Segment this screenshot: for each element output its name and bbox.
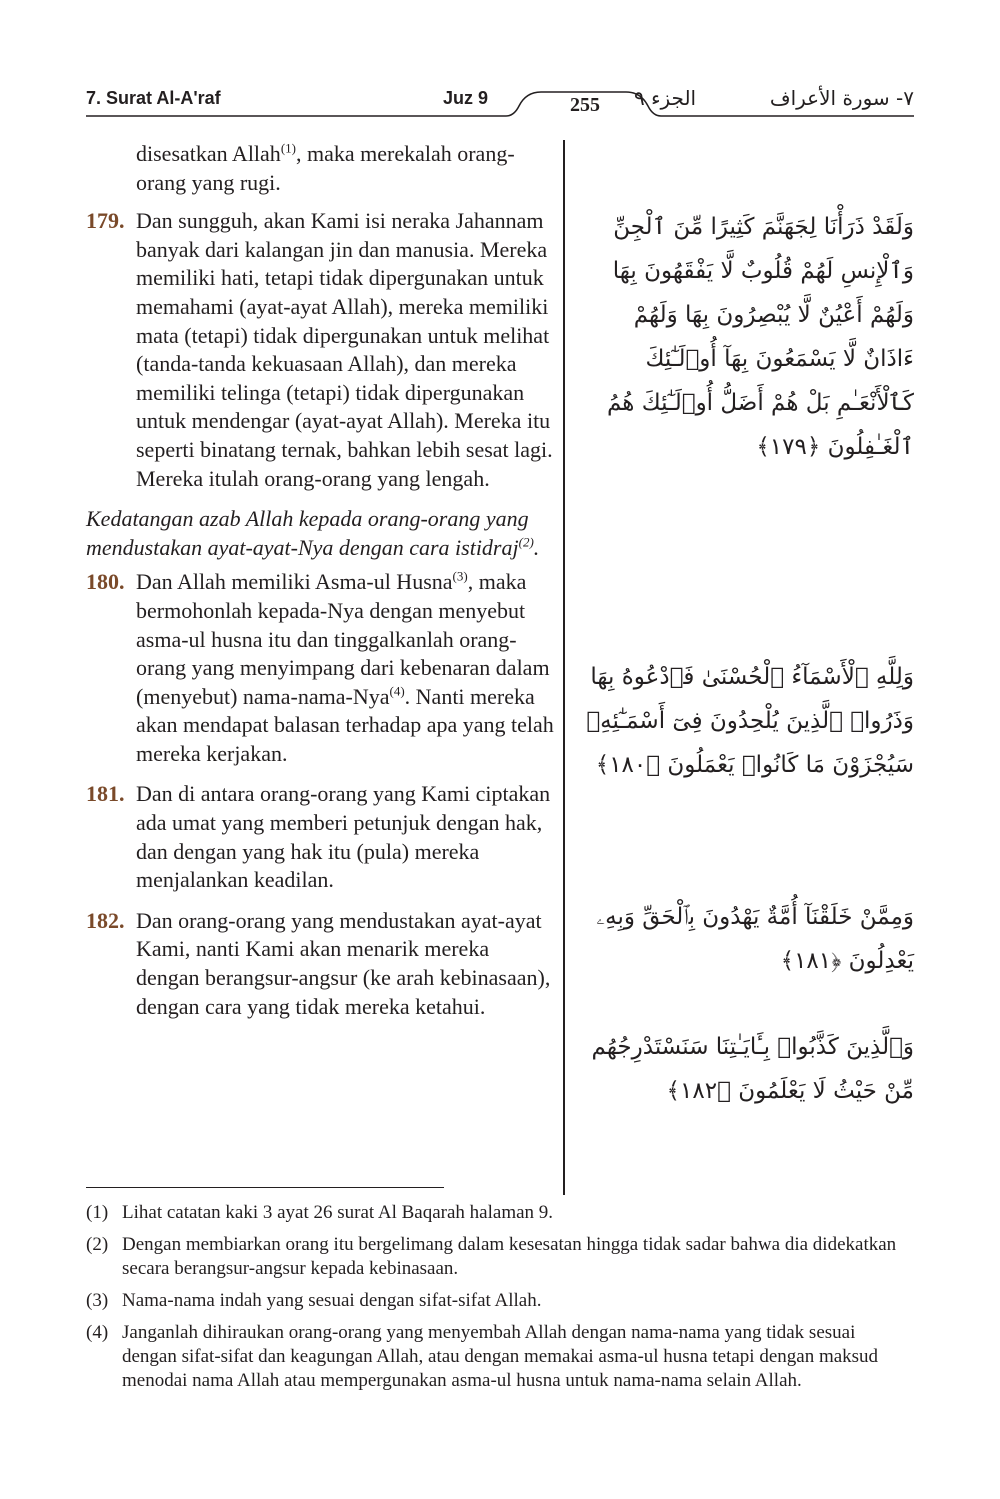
arabic-verse-181: وَمِمَّنْ خَلَقْنَآ أُمَّةٌ يَهْدُونَ بِٱلْحَقِّ وَبِهِۦ يَعْدِلُونَ ﴿١٨١﴾	[596, 904, 914, 974]
verse-180	[86, 568, 558, 768]
footnote-text: Janganlah dihiraukan orang-orang yang menyembah Allah dengan nama-nama yang tidak sesuai dengan sifat-sifat dan keagungan Allah, atau dengan memakai asma-ul husna tetapi dengan maksud menodai nama Allah atau mempergunakan asma-ul husna untuk nama-nama selain Allah.	[122, 1322, 879, 1391]
footnote-text: Nama-nama indah yang sesuai dengan sifat-sifat Allah.	[122, 1290, 542, 1311]
page-number: 255	[570, 94, 600, 116]
footnote	[86, 1321, 914, 1393]
page-header	[86, 86, 914, 126]
footnote-ref: (2)	[518, 534, 534, 550]
juz-label-arabic: الجزء ٩	[634, 86, 697, 110]
verse-translation: Dan sungguh, akan Kami isi neraka Jahannam banyak dari kalangan jin dan manusia. Mereka memiliki hati, tetapi tidak dipergunakan untuk memahami (ayat-ayat Allah), mereka memiliki mata (tetapi) tidak dipergunakan untuk melihat (tanda-tanda kekuasaan Allah), dan mereka memiliki telinga (tetapi) tidak dipergunakan untuk mendengar (ayat-ayat Allah). Mereka itu seperti binatang ternak, bahkan lebih sesat lagi. Mereka itulah orang-orang yang lengah.	[136, 208, 553, 491]
section-heading: Kedatangan azab Allah kepada orang-orang yang mendustakan ayat-ayat-Nya dengan cara istidraj$^{(2)}$.	[86, 506, 540, 560]
footnote	[86, 1289, 914, 1313]
footnote	[86, 1201, 914, 1225]
footnote-rule	[86, 1187, 444, 1188]
footnote-ref: (3)	[452, 568, 468, 584]
footnote-number: (4)	[86, 1322, 109, 1343]
footnote-ref: (4)	[389, 683, 405, 699]
footnote-number: (3)	[86, 1290, 109, 1311]
footnote-text: Dengan membiarkan orang itu bergelimang dalam kesesatan hingga tidak sadar bahwa dia didekatkan secara berangsur-angsur kepada kebinasaan.	[122, 1234, 897, 1279]
footnote	[86, 1233, 914, 1281]
footnote-ref: (1)	[280, 140, 296, 156]
juz-label-latin: Juz 9	[443, 88, 489, 108]
verse-translation: Dan orang-orang yang mendustakan ayat-ayat Kami, nanti Kami akan menarik mereka dengan berangsur-angsur (ke arah kebinasaan), dengan cara yang tidak mereka ketahui.	[136, 907, 551, 1019]
translation-column	[86, 140, 558, 1021]
verse-182	[86, 907, 558, 1021]
verse-number: 181.	[86, 781, 125, 807]
verse-179	[86, 207, 558, 493]
footnote-number: (2)	[86, 1234, 109, 1255]
continuation-text: disesatkan Allah$^{(1)}$, maka merekalah orang-orang yang rugi.	[136, 140, 515, 195]
column-divider	[563, 140, 565, 1195]
verse-number: 182.	[86, 907, 125, 933]
surah-title-latin: 7. Surat Al-A'raf	[86, 88, 221, 108]
verse-number: 179.	[86, 208, 125, 234]
arabic-verse-179: وَلَقَدْ ذَرَأْنَا لِجَهَنَّمَ كَثِيرًا مِّنَ ٱلْجِنِّ وَٱلْإِنسِ لَهُمْ قُلُوبٌ لَّا يَفْقَهُونَ بِهَا وَلَهُمْ أَعْيُنٌ لَّا يُبْصِرُونَ بِهَا وَلَهُمْ ءَاذَانٌ لَّا يَسْمَعُونَ بِهَآ أُو۟لَـٰٓئِكَ كَٱلْأَنْعَـٰمِ بَلْ هُمْ أَضَلُّ أُو۟لَـٰٓئِكَ هُمُ ٱلْغَـٰفِلُونَ ﴿١٧٩﴾	[606, 214, 914, 460]
surah-title-arabic: ٧- سورة الأعراف	[769, 86, 914, 110]
verse-number: 180.	[86, 569, 125, 595]
verse-translation: Dan di antara orang-orang yang Kami ciptakan ada umat yang memberi petunjuk dengan hak, dan dengan yang hak itu (pula) mereka menjalankan keadilan.	[136, 781, 551, 893]
footnote-text: Lihat catatan kaki 3 ayat 26 surat Al Baqarah halaman 9.	[122, 1202, 554, 1223]
arabic-verse-180: وَلِلَّهِ ٱلْأَسْمَآءُ ٱلْحُسْنَىٰ فَٱدْعُوهُ بِهَا وَذَرُوا۟ ٱلَّذِينَ يُلْحِدُونَ فِىٓ أَسْمَـٰٓئِهِۦ سَيُجْزَوْنَ مَا كَانُوا۟ يَعْمَلُونَ ﴿١٨٠﴾	[586, 664, 914, 778]
footnote-number: (1)	[86, 1202, 109, 1223]
verse-181	[86, 780, 558, 894]
arabic-verse-182: وَٱلَّذِينَ كَذَّبُوا۟ بِـَٔايَـٰتِنَا سَنَسْتَدْرِجُهُم مِّنْ حَيْثُ لَا يَعْلَمُونَ ﴿١٨٢﴾	[591, 1034, 914, 1104]
verse-translation: Dan Allah memiliki Asma-ul Husna$^{(3)}$, maka bermohonlah kepada-Nya dengan menyebut asma-ul husna itu dan tinggalkanlah orang-orang yang menyimpang dari kebenaran dalam (menyebut) nama-nama-Nya$^{(4)}$. Nanti mereka akan mendapat balasan terhadap apa yang telah mereka kerjakan.	[136, 568, 554, 766]
footnotes	[86, 1201, 914, 1401]
